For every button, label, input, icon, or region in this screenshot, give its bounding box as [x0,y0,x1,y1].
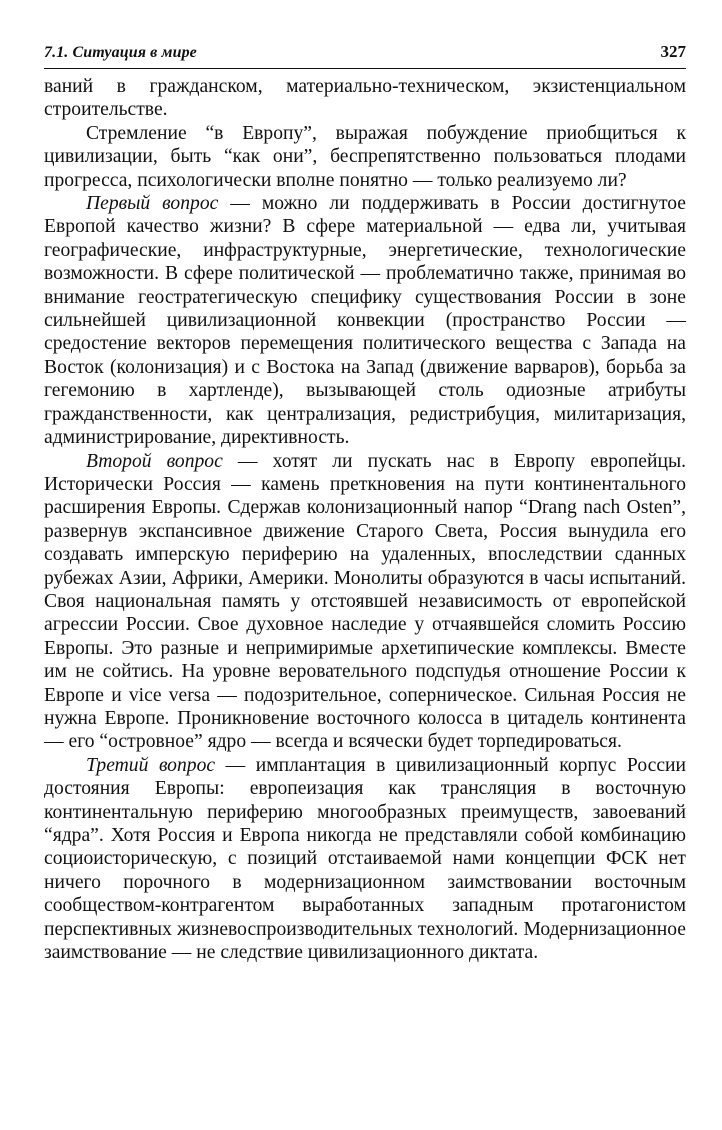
paragraph-text: — имплантация в цивилизационный корпус России достояния Европы: европеизация как трансляция в восточную континентальную периферию многообразных преимуществ, завоеваний “ядра”. Хотя Россия и Европа никогда не представляли собой комбинацию социоисторическую, с позиций отстаиваемой нами концепции ФСК нет ничего порочного в модернизационном заимствовании восточным сообществом-контрагентом выработанных западным протагонистом перспективных жизневоспроизводительных технологий. Модернизационное заимствование — не следствие цивилизационного диктата. [44,754,686,964]
paragraph-text: Стремление “в Европу”, выражая побуждение приобщиться к цивилизации, быть “как они”, беспрепятственно пользоваться плодами прогресса, психологически вполне понятно — только реализуемо ли? [44,122,686,191]
paragraph-second-question [44,450,686,754]
paragraph [44,122,686,192]
paragraph-text: — можно ли поддерживать в России достигнутое Европой качество жизни? В сфере материальной — едва ли, учитывая географические, инфраструктурные, энергетические, технологические возможности. В сфере политической — проблематично также, принимая во внимание геостратегическую специфику существования России в зоне сильнейшей цивилизационной конвекции (пространство России — средостение векторов перемещения политического вещества с Запада на Восток (колонизация) и с Востока на Запад (движение варваров), борьба за гегемонию в хартленде), вызывающей столь одиозные атрибуты гражданственности, как централизация, редистрибуция, милитаризация, администрирование, директивность. [44,193,687,449]
paragraph-lead: Второй вопрос [86,450,223,472]
page-number: 327 [660,42,686,61]
page-header [44,34,686,69]
paragraph-lead: Первый вопрос [86,193,219,215]
paragraph-text: — хотят ли пускать нас в Европу европейцы. Исторически Россия — камень преткновения на пути континентального расширения Европы. Сдержав колонизационный напор “Drang nach Osten”, развернув экспансивное движение Старого Света, Россия вынудила его создавать имперскую периферию на удаленных, впоследствии сданных рубежах Азии, Африки, Америки. Монолиты образуются в часы испытаний. Своя национальная память у отстоявшей независимость от европейской агрессии России. Свое духовное наследие у отчаявшейся сломить Россию Европы. Это разные и непримиримые архетипические комплексы. Вместе им не сойтись. На уровне веровательного подспудья отношение России к Европе и vice versa — подозрительное, соперническое. Сильная Россия не нужна Европе. Проникновение восточного колосса в цитадель континента — его “островное” ядро — всегда и всячески будет торпедироваться. [44,450,687,753]
paragraph-continuation [44,75,686,122]
paragraph-text: ваний в гражданском, материально-техническом, экзистенциальном строительстве. [44,76,686,121]
running-head: 7.1. Ситуация в мире [44,44,197,61]
body-text [44,75,686,964]
paragraph-lead: Третий вопрос [86,754,216,776]
paragraph-third-question [44,754,686,965]
paragraph-first-question [44,192,686,449]
